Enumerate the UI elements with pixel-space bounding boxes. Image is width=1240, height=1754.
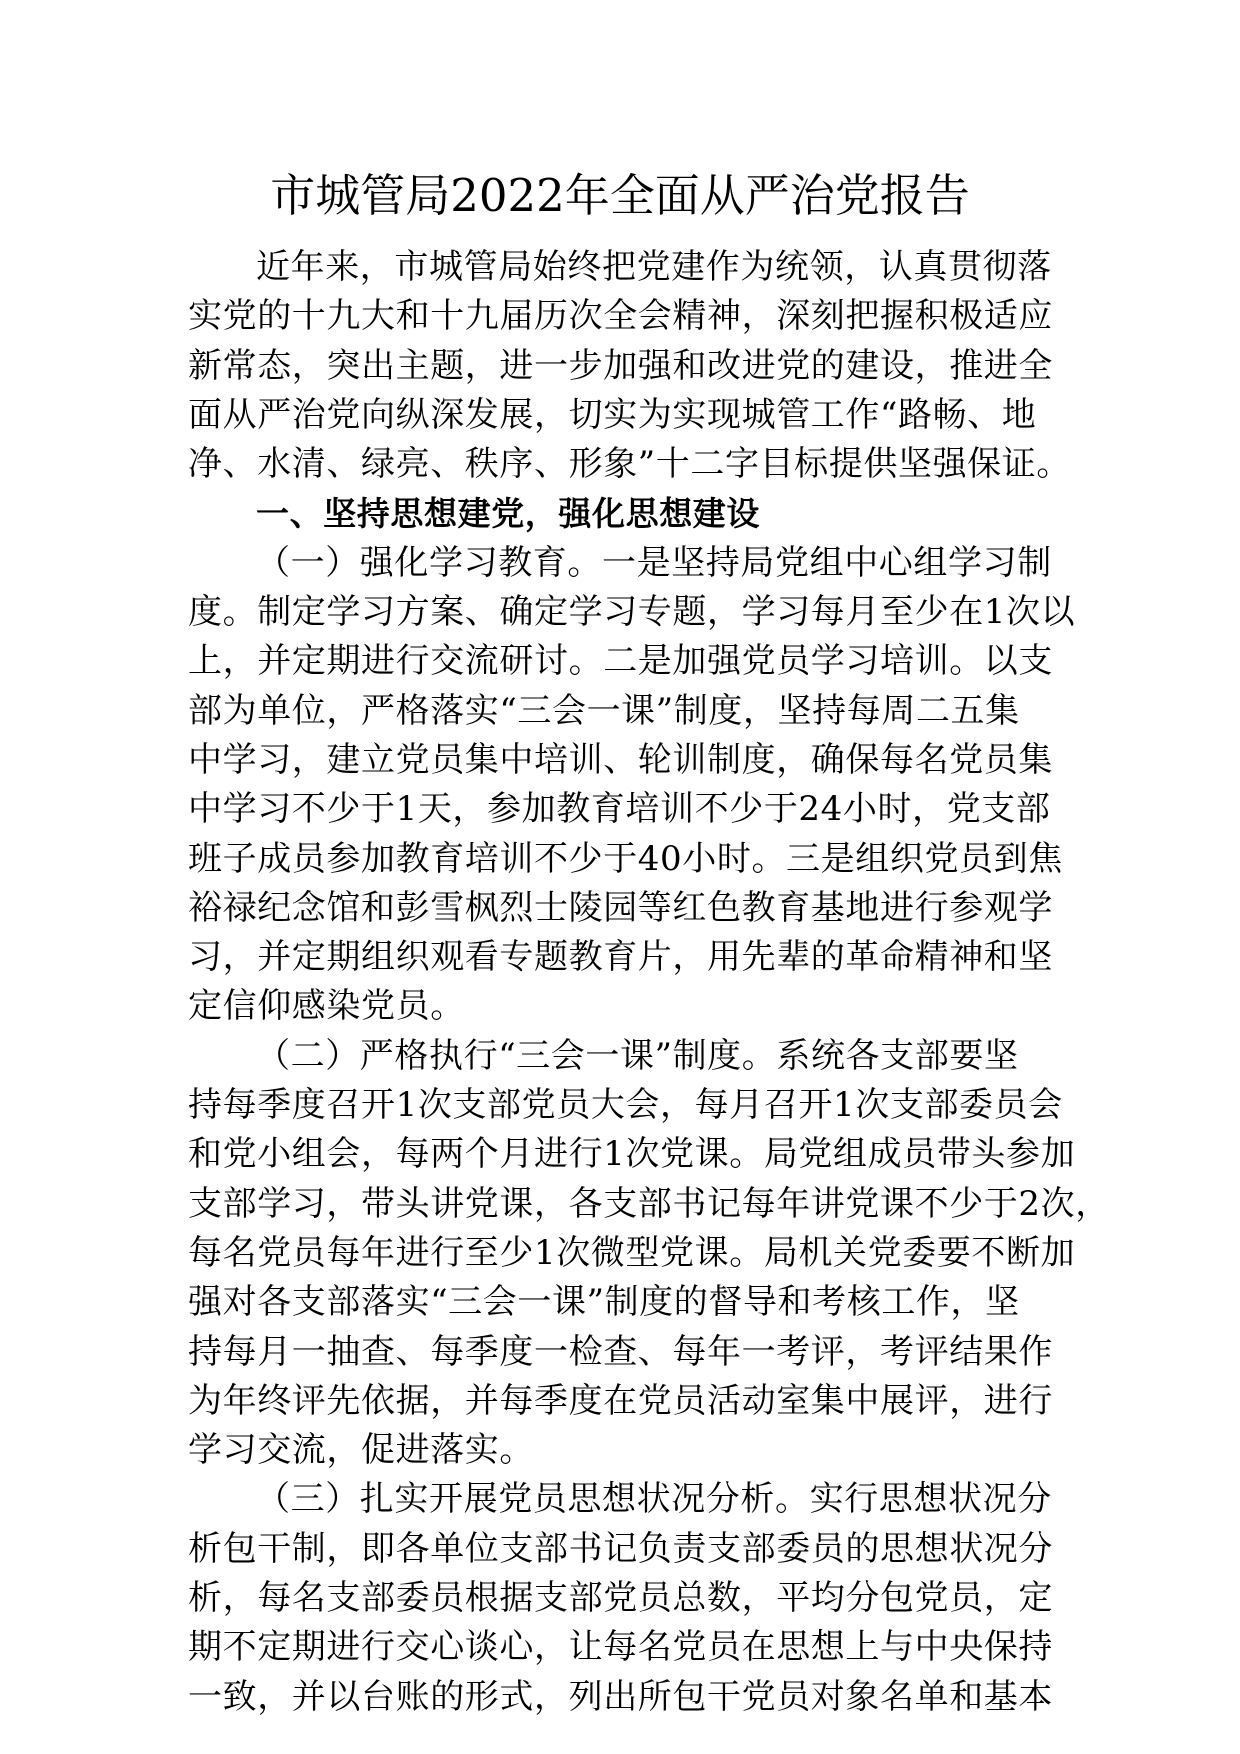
paragraph-line: 新常态，突出主题，进一步加强和改进党的建设，推进全 xyxy=(188,345,1053,386)
paragraph-line: 定信仰感染党员。 xyxy=(188,986,465,1027)
paragraph-line: （一）强化学习教育。一是坚持局党组中心组学习制 xyxy=(256,542,1052,583)
paragraph-line: 一致，并以台账的形式，列出所包干党员对象名单和基本 xyxy=(188,1676,1053,1717)
paragraph-line: 部为单位，严格落实“三会一课”制度，坚持每周二五集 xyxy=(188,690,1020,731)
paragraph-line: 裕禄纪念馆和彭雪枫烈士陵园等红色教育基地进行参观学 xyxy=(188,887,1053,928)
section-heading: 一、坚持思想建党，强化思想建设 xyxy=(256,494,760,534)
paragraph-line: 期不定期进行交心谈心，让每名党员在思想上与中央保持 xyxy=(188,1627,1053,1668)
paragraph-line: 上，并定期进行交流研讨。二是加强党员学习培训。以支 xyxy=(188,641,1053,682)
paragraph-line: 析，每名支部委员根据支部党员总数，平均分包党员，定 xyxy=(188,1578,1053,1619)
paragraph-line: 净、水清、绿亮、秩序、形象”十二字目标提供坚强保证。 xyxy=(188,444,1071,485)
paragraph-line: 度。制定学习方案、确定学习专题，学习每月至少在1次以 xyxy=(188,592,1076,633)
paragraph-line: 和党小组会，每两个月进行1次党课。局党组成员带头参加 xyxy=(188,1134,1076,1175)
paragraph-line: 每名党员每年进行至少1次微型党课。局机关党委要不断加 xyxy=(188,1232,1076,1273)
paragraph-line: 为年终评先依据，并每季度在党员活动室集中展评，进行 xyxy=(188,1380,1053,1421)
paragraph-line: 班子成员参加教育培训不少于40小时。三是组织党员到焦 xyxy=(188,838,1063,879)
paragraph-line: （二）严格执行“三会一课”制度。系统各支部要坚 xyxy=(256,1035,1019,1076)
paragraph-line: 面从严治党向纵深发展，切实为实现城管工作“路畅、地 xyxy=(188,394,1037,435)
paragraph-line: 中学习不少于1天，参加教育培训不少于24小时，党支部 xyxy=(188,789,1051,830)
paragraph-line: 持每季度召开1次支部党员大会，每月召开1次支部委员会 xyxy=(188,1085,1063,1126)
paragraph-line: 析包干制，即各单位支部书记负责支部委员的思想状况分 xyxy=(188,1528,1053,1569)
paragraph-line: 中学习，建立党员集中培训、轮训制度，确保每名党员集 xyxy=(188,739,1053,780)
paragraph-line: 强对各支部落实“三会一课”制度的督导和考核工作，坚 xyxy=(188,1282,1020,1323)
paragraph-line: 支部学习，带头讲党课，各支部书记每年讲党课不少于2次， xyxy=(188,1183,1110,1224)
paragraph-line: 近年来，市城管局始终把党建作为统领，认真贯彻落 xyxy=(256,247,1052,287)
paragraph-line: 学习交流，促进落实。 xyxy=(188,1430,534,1471)
paragraph-line: （三）扎实开展党员思想状况分析。实行思想状况分 xyxy=(256,1479,1052,1520)
paragraph-line: 习，并定期组织观看专题教育片，用先辈的革命精神和坚 xyxy=(188,937,1053,978)
document-body xyxy=(188,243,1110,1722)
document-title: 市城管局2022年全面从严治党报告 xyxy=(270,169,970,222)
paragraph-line: 实党的十九大和十九届历次全会精神，深刻把握积极适应 xyxy=(188,296,1053,337)
paragraph-line: 持每月一抽查、每季度一检查、每年一考评，考评结果作 xyxy=(188,1331,1053,1372)
